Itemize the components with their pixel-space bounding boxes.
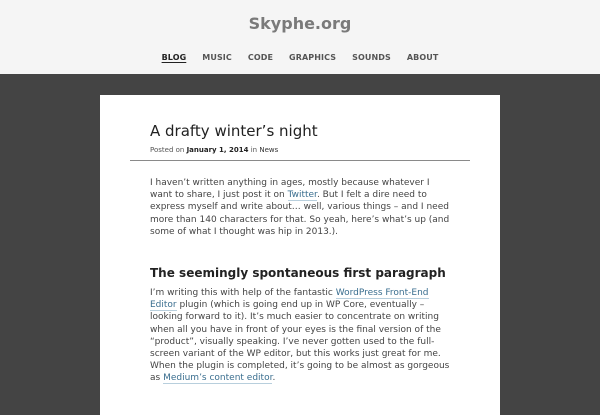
nav-item-about[interactable]: ABOUT bbox=[406, 53, 439, 62]
p1-text-a: I haven’t written anything in ages, mostly because whatever I want to share, I just post it on bbox=[150, 178, 430, 201]
section-heading: The seemingly spontaneous first paragraph bbox=[150, 266, 446, 280]
posted-on-label: Posted on bbox=[150, 146, 185, 154]
post-date-link[interactable]: January 1, 2014 bbox=[186, 146, 249, 154]
p2-text-b: plugin (which is going end up in WP Core, eventually – looking forward to it). It’s much easier to concentrate on writing when all you have in front of your eyes is the final version of the “product”, visually speaking. I’ve never gotten used to the full-screen variant of the WP editor, but this works just great for me. bbox=[150, 300, 441, 360]
post-title: A drafty winter’s night bbox=[150, 122, 318, 140]
p2-text-a: I’m writing this with help of the fantastic bbox=[150, 288, 336, 298]
post-paragraph-2 bbox=[150, 287, 450, 385]
title-divider bbox=[130, 160, 470, 161]
post-meta bbox=[150, 146, 278, 154]
twitter-link[interactable]: Twitter bbox=[287, 190, 317, 201]
nav-item-blog[interactable]: BLOG bbox=[161, 53, 187, 62]
medium-editor-link[interactable]: Medium’s content editor bbox=[163, 373, 273, 384]
nav-item-sounds[interactable]: SOUNDS bbox=[352, 53, 391, 62]
post-category-link[interactable]: News bbox=[259, 146, 279, 154]
post-container bbox=[100, 95, 500, 415]
p2-text-c: When the plugin is completed, it’s going to be almost as gorgeous as bbox=[150, 361, 450, 384]
site-header bbox=[0, 0, 600, 74]
p2-text-d: . bbox=[272, 373, 276, 384]
nav-item-music[interactable]: MUSIC bbox=[202, 53, 232, 62]
nav-item-code[interactable]: CODE bbox=[247, 53, 274, 62]
front-end-editor-link[interactable]: WordPress Front-End Editor bbox=[150, 288, 429, 311]
in-label: in bbox=[250, 146, 258, 154]
nav-item-graphics[interactable]: GRAPHICS bbox=[289, 53, 337, 62]
main-nav bbox=[0, 53, 600, 62]
site-title[interactable]: Skyphe.org bbox=[248, 14, 352, 33]
post-paragraph-1 bbox=[150, 177, 450, 238]
p1-text-b: . But I felt a dire need to express myself and write about… well, various things – and I need more than 140 characters for that. So yeah, here’s what’s up (and some of what I thought was hip in 2013.). bbox=[150, 190, 450, 237]
